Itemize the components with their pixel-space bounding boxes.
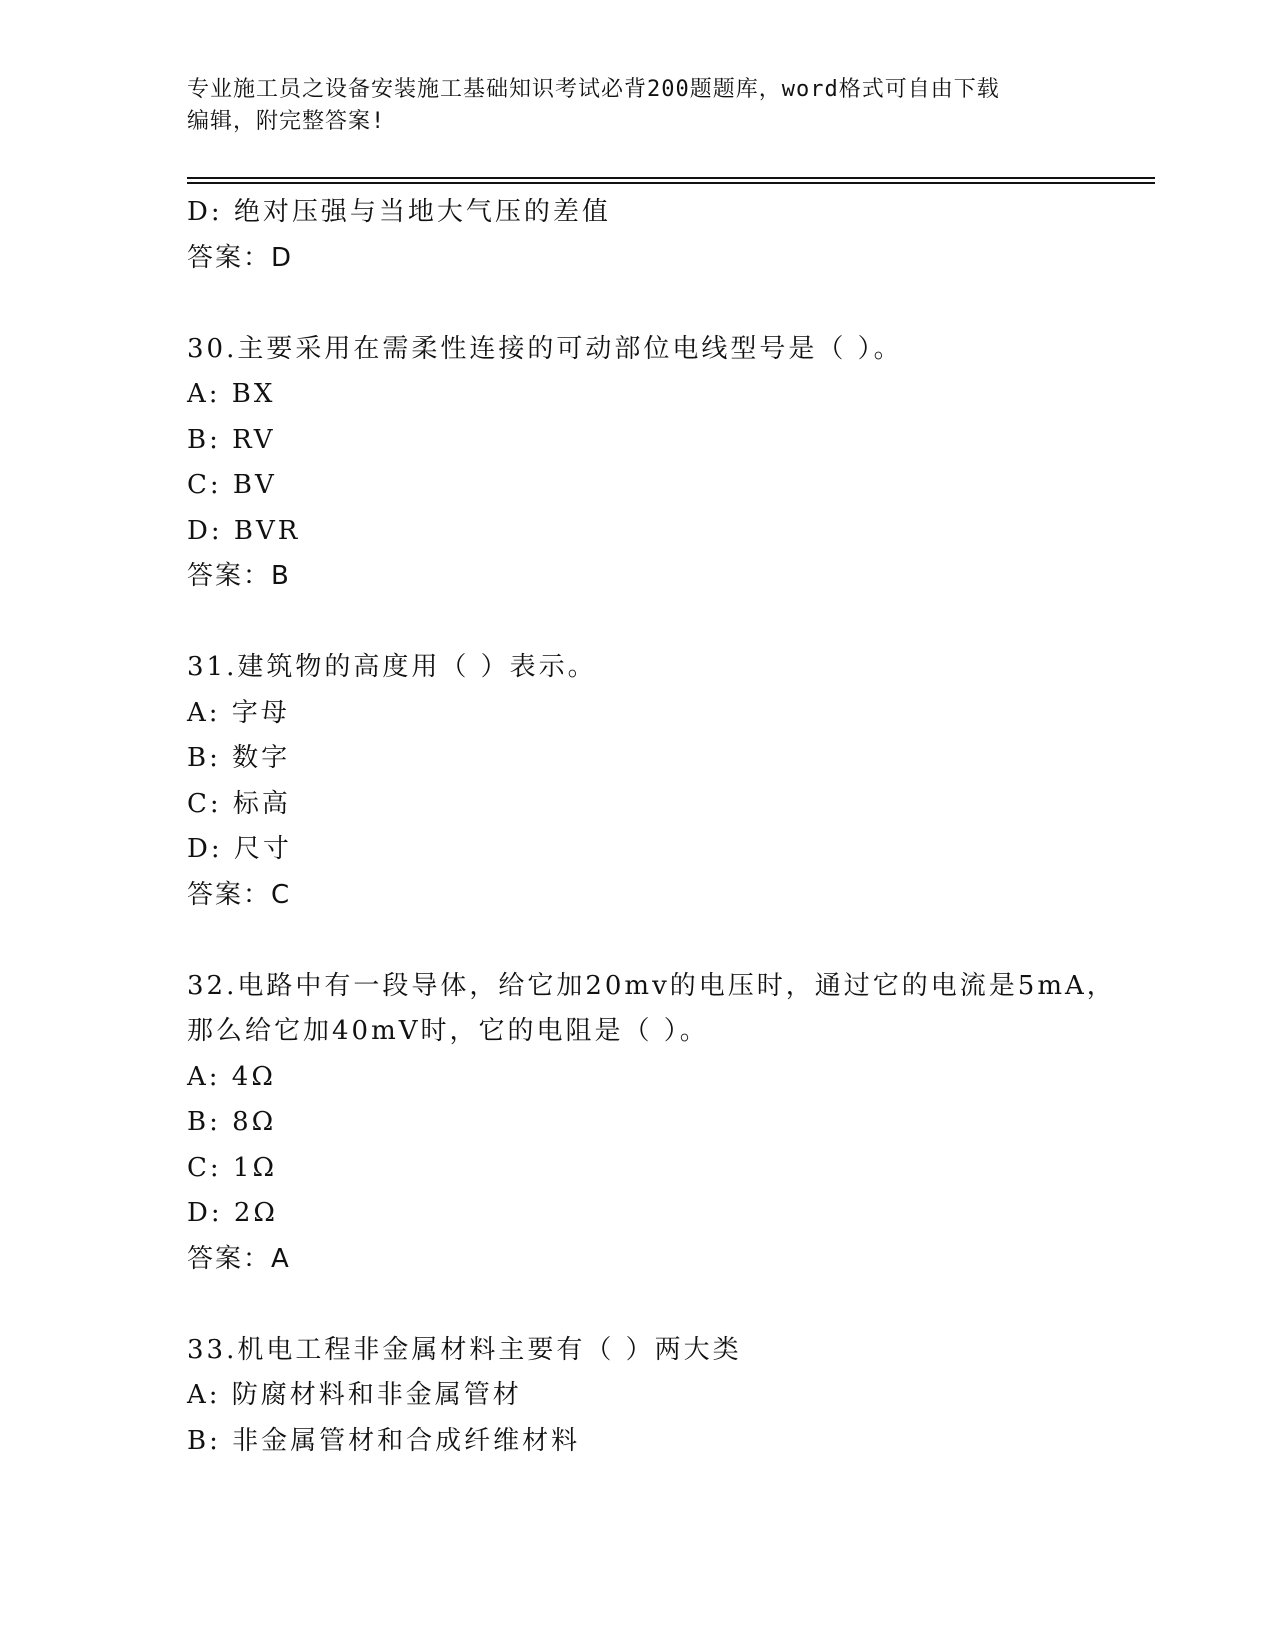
option-d: D: BVR bbox=[187, 515, 301, 546]
block-spacer bbox=[187, 918, 1147, 964]
answer-line: 答案：C bbox=[187, 879, 292, 910]
option-c: C: 标高 bbox=[187, 788, 291, 819]
option-a: A: 防腐材料和非金属管材 bbox=[187, 1380, 522, 1410]
header-rule-bottom bbox=[187, 182, 1155, 184]
block-spacer bbox=[187, 281, 1147, 327]
question-block-30 bbox=[187, 327, 1147, 600]
question-text: 30.主要采用在需柔性连接的可动部位电线型号是（ ）。 bbox=[187, 333, 903, 364]
block-spacer bbox=[187, 600, 1147, 646]
option-c: C: BV bbox=[187, 470, 277, 500]
question-block-29 bbox=[187, 190, 1147, 281]
answer-line: 答案：B bbox=[187, 561, 291, 591]
block-spacer bbox=[187, 1282, 1147, 1328]
header-title-line2: 编辑，附完整答案! bbox=[187, 109, 386, 134]
option-a: A: BX bbox=[187, 379, 276, 409]
option-a: A: 4Ω bbox=[187, 1061, 276, 1092]
header-title-line1: 专业施工员之设备安装施工基础知识考试必背200题题库，word格式可自由下载 bbox=[187, 77, 1000, 102]
question-block-33 bbox=[187, 1328, 1147, 1465]
option-d: D: 绝对压强与当地大气压的差值 bbox=[187, 197, 611, 227]
question-text-continued: 那么给它加40mV时，它的电阻是（ ）。 bbox=[187, 1016, 709, 1046]
option-d: D: 2Ω bbox=[187, 1198, 278, 1228]
option-d: D: 尺寸 bbox=[187, 834, 292, 864]
question-block-32 bbox=[187, 964, 1147, 1283]
question-list bbox=[187, 190, 1147, 1464]
answer-line: 答案：D bbox=[187, 242, 294, 273]
option-b: B: RV bbox=[187, 424, 276, 455]
question-text: 31.建筑物的高度用（ ）表示。 bbox=[187, 652, 597, 682]
document-header bbox=[187, 74, 1087, 138]
question-text: 33.机电工程非金属材料主要有（ ）两大类 bbox=[187, 1334, 742, 1365]
question-block-31 bbox=[187, 645, 1147, 918]
option-b: B: 数字 bbox=[187, 743, 291, 773]
answer-line: 答案：A bbox=[187, 1243, 291, 1274]
option-b: B: 非金属管材和合成纤维材料 bbox=[187, 1425, 581, 1456]
option-a: A: 字母 bbox=[187, 697, 290, 728]
option-b: B: 8Ω bbox=[187, 1107, 277, 1137]
option-c: C: 1Ω bbox=[187, 1152, 278, 1183]
header-rule-top bbox=[187, 177, 1155, 179]
question-text: 32.电路中有一段导体，给它加20mv的电压时，通过它的电流是5mA， bbox=[187, 970, 1116, 1001]
